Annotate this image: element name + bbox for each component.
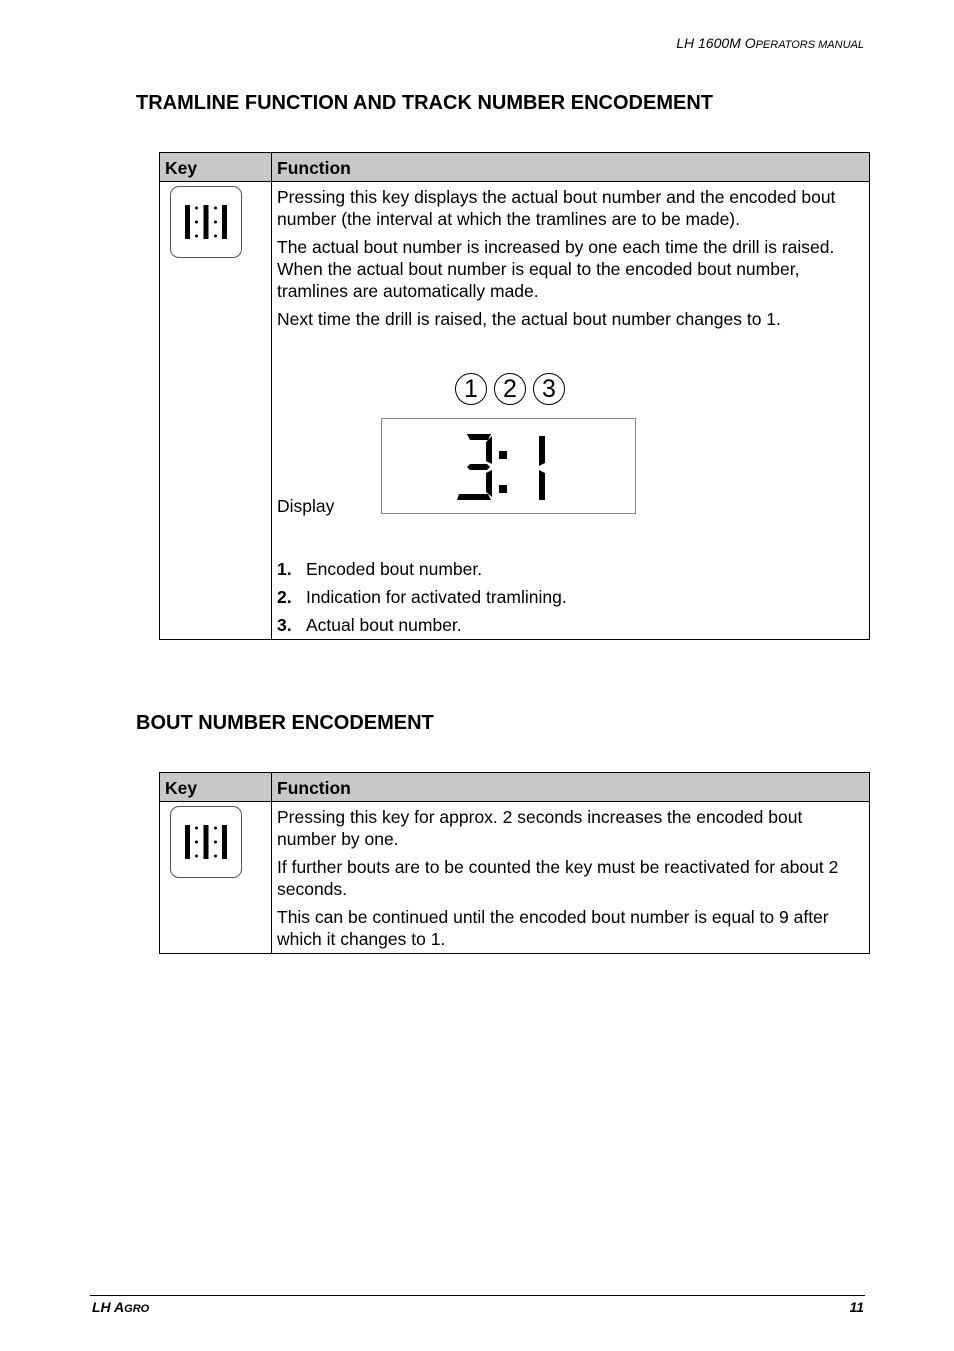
tramline-function-table [159,152,870,640]
lcd-display [381,418,636,514]
legend-number: 1. [277,559,292,579]
display-label: Display [277,496,335,516]
key-column-header: Key [160,153,272,182]
legend-list [277,558,864,636]
footer-divider [90,1295,865,1296]
key-cell [160,802,272,954]
legend-text: Indication for activated tramlining. [306,587,567,607]
table-header-row [160,153,870,182]
function-paragraph: Pressing this key for approx. 2 seconds increases the encoded bout number by one. [277,807,803,849]
callout-marker-2: 2 [494,373,526,405]
list-item [277,558,864,580]
callout-marker-3: 3 [533,373,565,405]
bout-function-table [159,772,870,954]
function-cell [272,182,870,640]
legend-number: 3. [277,615,292,635]
document-header [676,35,864,51]
function-paragraph: Pressing this key displays the actual bout number and the encoded bout number (the interval at which the tramlines are to be made). [277,187,836,229]
function-column-header: Function [272,153,870,182]
table-row [160,182,870,640]
footer-brand [92,1299,149,1315]
list-item [277,614,864,636]
section-title-tramline: TRAMLINE FUNCTION AND TRACK NUMBER ENCODEMENT [136,92,714,114]
table-header-row [160,773,870,802]
display-diagram [277,336,864,558]
key-cell [160,182,272,640]
footer-brand-small: GRO [124,1303,150,1315]
table-row [160,802,870,954]
function-paragraph: This can be continued until the encoded bout number is equal to 9 after which it changes to 1. [277,907,829,949]
legend-text: Encoded bout number. [306,559,483,579]
page-number: 11 [849,1299,864,1315]
callout-marker-1: 1 [455,373,487,405]
key-column-header: Key [160,773,272,802]
tramline-key-icon [170,806,242,878]
legend-text: Actual bout number. [306,615,462,635]
lcd-digits-icon [457,433,557,501]
function-cell [272,802,870,954]
list-item [277,586,864,608]
function-paragraph: Next time the drill is raised, the actual bout number changes to 1. [277,309,781,329]
footer-brand-main: LH A [92,1299,125,1315]
callout-markers [455,373,565,405]
header-title-small: PERATORS MANUAL [755,39,864,51]
header-title-main: LH 1600M O [676,35,756,51]
legend-number: 2. [277,587,292,607]
function-paragraph: If further bouts are to be counted the key must be reactivated for about 2 seconds. [277,857,839,899]
function-column-header: Function [272,773,870,802]
tramline-key-icon [170,186,242,258]
function-paragraph: The actual bout number is increased by one each time the drill is raised. When the actual bout number is equal to the encoded bout number, tramlines are automatically made. [277,237,835,301]
section-title-bout: BOUT NUMBER ENCODEMENT [136,712,434,734]
